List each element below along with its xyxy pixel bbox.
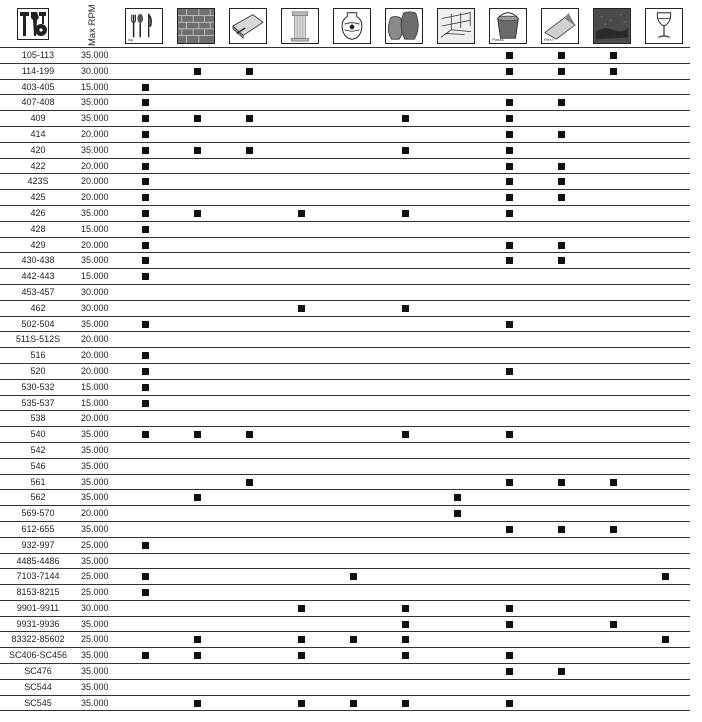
max-rpm-value: 35.000 — [81, 492, 109, 503]
compatibility-mark — [246, 431, 253, 438]
max-rpm-value: 35.000 — [81, 255, 109, 266]
table-row — [0, 585, 690, 601]
max-rpm-value: 15.000 — [81, 81, 109, 92]
compatibility-mark — [246, 479, 253, 486]
compatibility-mark — [402, 431, 409, 438]
compatibility-mark — [194, 68, 201, 75]
compatibility-mark — [506, 210, 513, 217]
max-rpm-value: 30.000 — [81, 65, 109, 76]
product-code: 7103-7144 — [16, 571, 60, 582]
table-row — [0, 127, 690, 143]
max-rpm-value: 35.000 — [81, 460, 109, 471]
compatibility-mark — [142, 589, 149, 596]
product-code: 542 — [30, 444, 46, 455]
max-rpm-value: 20.000 — [81, 192, 109, 203]
header-col-2 — [227, 0, 271, 48]
compatibility-mark — [142, 352, 149, 359]
compatibility-mark — [610, 68, 617, 75]
icon-caption: Plastic — [492, 37, 504, 42]
compatibility-mark — [506, 526, 513, 533]
compatibility-mark — [298, 210, 305, 217]
max-rpm-value: 35.000 — [81, 207, 109, 218]
max-rpm-value: 15.000 — [81, 271, 109, 282]
compatibility-mark — [142, 542, 149, 549]
product-code: 407-408 — [21, 97, 55, 108]
compatibility-mark — [142, 194, 149, 201]
compatibility-mark — [142, 257, 149, 264]
compatibility-mark — [506, 700, 513, 707]
product-code: 105-113 — [21, 50, 55, 60]
product-code: 520 — [30, 365, 46, 376]
tiles-icon — [437, 8, 475, 44]
compatibility-mark — [142, 210, 149, 217]
header-col-9 — [591, 0, 635, 48]
compatibility-mark — [454, 494, 461, 501]
max-rpm-value: 20.000 — [81, 128, 109, 139]
compatibility-mark — [142, 321, 149, 328]
icon-caption: Plexi — [544, 37, 553, 42]
compatibility-mark — [506, 52, 513, 59]
compatibility-mark — [350, 573, 357, 580]
product-code: SC544 — [24, 681, 52, 692]
compatibility-mark — [506, 147, 513, 154]
compatibility-mark — [402, 305, 409, 312]
compatibility-mark — [402, 115, 409, 122]
table-row — [0, 522, 690, 538]
compatibility-mark — [558, 68, 565, 75]
product-code: 530-532 — [21, 381, 55, 392]
brick-wall-icon-glyph — [178, 9, 214, 43]
table-row — [0, 238, 690, 254]
table-row — [0, 143, 690, 159]
product-code: 9931-9936 — [16, 618, 60, 629]
bucket-icon — [489, 8, 527, 44]
header-col-8 — [539, 0, 583, 48]
product-code: 540 — [30, 429, 46, 440]
compatibility-mark — [142, 147, 149, 154]
table-row — [0, 174, 690, 190]
compatibility-mark — [194, 115, 201, 122]
header-col-3 — [279, 0, 323, 48]
table-row — [0, 538, 690, 554]
header-col-1 — [175, 0, 219, 48]
compatibility-mark — [506, 321, 513, 328]
table-row — [0, 648, 690, 664]
product-code: 569-570 — [21, 508, 55, 519]
pottery-icon — [385, 8, 423, 44]
product-code: 535-537 — [21, 397, 55, 408]
panel-icon — [229, 8, 267, 44]
product-code: 429 — [30, 239, 46, 250]
compatibility-mark — [558, 131, 565, 138]
compatibility-mark — [558, 52, 565, 59]
table-row — [0, 48, 690, 64]
max-rpm-value: 25.000 — [81, 634, 109, 645]
product-code: 4485-4486 — [16, 555, 60, 566]
pottery-icon-glyph — [386, 9, 422, 43]
vase-icon-glyph — [334, 9, 370, 43]
header-col-10 — [643, 0, 687, 48]
max-rpm-value: 35.000 — [81, 618, 109, 629]
tools-icon — [17, 8, 49, 40]
compatibility-mark — [558, 178, 565, 185]
max-rpm-label: Max RPM — [87, 4, 98, 46]
max-rpm-value: 35.000 — [81, 50, 109, 60]
brick-wall-icon — [177, 8, 215, 44]
table-row — [0, 396, 690, 412]
product-code: 414 — [30, 128, 46, 139]
max-rpm-value: 20.000 — [81, 176, 109, 187]
product-code: 502-504 — [21, 318, 55, 329]
product-code: 430-438 — [21, 255, 55, 266]
header-col-4 — [331, 0, 375, 48]
table-row — [0, 364, 690, 380]
table-row — [0, 459, 690, 475]
column-icon — [281, 8, 319, 44]
product-code: 425 — [30, 192, 46, 203]
compatibility-mark — [142, 163, 149, 170]
compatibility-mark — [246, 68, 253, 75]
table-row — [0, 190, 690, 206]
compatibility-mark — [194, 700, 201, 707]
compatibility-mark — [558, 668, 565, 675]
product-code: 8153-8215 — [16, 587, 60, 598]
glass-icon-glyph — [646, 9, 682, 43]
table-row — [0, 332, 690, 348]
compatibility-mark — [246, 115, 253, 122]
compatibility-mark — [350, 636, 357, 643]
compatibility-mark — [402, 210, 409, 217]
product-code: 420 — [30, 144, 46, 155]
tiles-icon-glyph — [438, 9, 474, 43]
compatibility-mark — [506, 652, 513, 659]
product-code: 538 — [30, 413, 46, 424]
compatibility-mark — [506, 242, 513, 249]
product-code: SC545 — [24, 697, 52, 708]
max-rpm-value: 20.000 — [81, 413, 109, 424]
compatibility-mark — [142, 384, 149, 391]
compatibility-mark — [194, 431, 201, 438]
compatibility-mark — [506, 178, 513, 185]
table-row — [0, 411, 690, 427]
product-code: 562 — [30, 492, 46, 503]
cutlery-icon — [125, 8, 163, 44]
max-rpm-value: 30.000 — [81, 602, 109, 613]
compatibility-mark — [142, 99, 149, 106]
max-rpm-value: 20.000 — [81, 334, 109, 345]
max-rpm-value: 20.000 — [81, 239, 109, 250]
compatibility-mark — [350, 700, 357, 707]
sheet-icon — [541, 8, 579, 44]
table-row — [0, 64, 690, 80]
compatibility-mark — [298, 605, 305, 612]
max-rpm-value: 35.000 — [81, 444, 109, 455]
compatibility-mark — [506, 68, 513, 75]
product-code: 428 — [30, 223, 46, 234]
compatibility-mark — [142, 226, 149, 233]
compatibility-mark — [506, 131, 513, 138]
table-row — [0, 222, 690, 238]
compatibility-mark — [402, 652, 409, 659]
compatibility-mark — [194, 210, 201, 217]
table-row — [0, 632, 690, 648]
table-row — [0, 554, 690, 570]
table-row — [0, 664, 690, 680]
compatibility-mark — [506, 368, 513, 375]
max-rpm-value: 30.000 — [81, 286, 109, 297]
max-rpm-value: 35.000 — [81, 555, 109, 566]
compatibility-mark — [558, 526, 565, 533]
compatibility-mark — [506, 668, 513, 675]
table-row — [0, 443, 690, 459]
product-code: 422 — [30, 160, 46, 171]
compatibility-mark — [142, 573, 149, 580]
max-rpm-value: 35.000 — [81, 476, 109, 487]
compatibility-mark — [506, 163, 513, 170]
glass-icon — [645, 8, 683, 44]
product-code: 403-405 — [21, 81, 55, 92]
product-code: 83322-85602 — [11, 634, 65, 645]
max-rpm-value: 20.000 — [81, 508, 109, 519]
table-row — [0, 285, 690, 301]
compatibility-mark — [402, 621, 409, 628]
product-code: 423S — [27, 176, 49, 187]
compatibility-mark — [298, 636, 305, 643]
table-row — [0, 253, 690, 269]
table-row — [0, 206, 690, 222]
table-row — [0, 301, 690, 317]
compatibility-mark — [506, 257, 513, 264]
table-row — [0, 111, 690, 127]
max-rpm-value: 25.000 — [81, 587, 109, 598]
table-row — [0, 427, 690, 443]
table-row — [0, 490, 690, 506]
max-rpm-value: 15.000 — [81, 381, 109, 392]
compatibility-mark — [298, 700, 305, 707]
product-code: 516 — [30, 350, 46, 361]
vase-icon — [333, 8, 371, 44]
product-code: 426 — [30, 207, 46, 218]
table-row — [0, 159, 690, 175]
max-rpm-value: 35.000 — [81, 697, 109, 708]
compatibility-mark — [558, 242, 565, 249]
table-row — [0, 569, 690, 585]
compatibility-mark — [142, 242, 149, 249]
foam-icon-glyph — [594, 9, 630, 43]
compatibility-mark — [506, 194, 513, 201]
compatibility-mark — [454, 510, 461, 517]
compatibility-mark — [506, 115, 513, 122]
table-row — [0, 380, 690, 396]
max-rpm-value: 20.000 — [81, 160, 109, 171]
table-row — [0, 475, 690, 491]
compatibility-mark — [506, 479, 513, 486]
max-rpm-value: 35.000 — [81, 650, 109, 661]
product-code: SC476 — [24, 666, 52, 677]
product-code: 9901-9911 — [16, 602, 60, 613]
compatibility-mark — [142, 178, 149, 185]
compatibility-mark — [142, 652, 149, 659]
compatibility-mark — [142, 131, 149, 138]
max-rpm-value: 35.000 — [81, 429, 109, 440]
compatibility-mark — [402, 700, 409, 707]
compatibility-mark — [142, 273, 149, 280]
compatibility-mark — [558, 257, 565, 264]
product-code: 453-457 — [21, 286, 55, 297]
compatibility-mark — [194, 652, 201, 659]
product-code: 442-443 — [21, 271, 55, 282]
compatibility-mark — [194, 494, 201, 501]
compatibility-mark — [558, 194, 565, 201]
max-rpm-value: 20.000 — [81, 350, 109, 361]
max-rpm-value: 25.000 — [81, 571, 109, 582]
table-row — [0, 506, 690, 522]
compatibility-mark — [558, 479, 565, 486]
compatibility-mark — [506, 99, 513, 106]
compatibility-mark — [298, 652, 305, 659]
compatibility-mark — [402, 147, 409, 154]
compatibility-mark — [506, 431, 513, 438]
max-rpm-value: 35.000 — [81, 113, 109, 124]
compatibility-mark — [194, 147, 201, 154]
product-code: 932-997 — [21, 539, 55, 550]
product-code: 612-655 — [21, 523, 55, 534]
compatibility-mark — [558, 99, 565, 106]
compatibility-mark — [662, 636, 669, 643]
foam-icon — [593, 8, 631, 44]
compatibility-mark — [142, 431, 149, 438]
max-rpm-value: 20.000 — [81, 365, 109, 376]
compatibility-mark — [662, 573, 669, 580]
product-code: 409 — [30, 113, 46, 124]
max-rpm-value: 35.000 — [81, 97, 109, 108]
header-col-7 — [487, 0, 531, 48]
max-rpm-value: 35.000 — [81, 144, 109, 155]
product-code: SC406-SC456 — [8, 650, 68, 661]
icon-caption: Ag — [128, 37, 133, 42]
compatibility-mark — [298, 305, 305, 312]
column-icon-glyph — [282, 9, 318, 43]
table-row — [0, 80, 690, 96]
compatibility-mark — [142, 115, 149, 122]
max-rpm-value: 15.000 — [81, 223, 109, 234]
compatibility-mark — [142, 400, 149, 407]
max-rpm-value: 35.000 — [81, 681, 109, 692]
product-code: 546 — [30, 460, 46, 471]
max-rpm-value: 15.000 — [81, 397, 109, 408]
product-code: 561 — [30, 476, 46, 487]
compatibility-mark — [142, 368, 149, 375]
header-col-6 — [435, 0, 479, 48]
max-rpm-value: 30.000 — [81, 302, 109, 313]
table-row — [0, 601, 690, 617]
compatibility-mark — [610, 52, 617, 59]
compatibility-mark — [402, 636, 409, 643]
panel-icon-glyph — [230, 9, 266, 43]
max-rpm-value: 35.000 — [81, 523, 109, 534]
compatibility-mark — [506, 605, 513, 612]
table-row — [0, 696, 690, 712]
table-row — [0, 680, 690, 696]
compatibility-mark — [402, 605, 409, 612]
header-col-0 — [123, 0, 167, 48]
compatibility-mark — [142, 84, 149, 91]
table-row — [0, 317, 690, 333]
max-rpm-value: 35.000 — [81, 666, 109, 677]
table-row — [0, 617, 690, 633]
compatibility-mark — [610, 621, 617, 628]
table-header — [0, 0, 702, 48]
compatibility-mark — [610, 479, 617, 486]
max-rpm-value: 35.000 — [81, 318, 109, 329]
compatibility-mark — [558, 163, 565, 170]
table-body — [0, 48, 702, 711]
table-row — [0, 269, 690, 285]
table-row — [0, 348, 690, 364]
product-code: 114-199 — [21, 65, 55, 76]
header-col-5 — [383, 0, 427, 48]
table-row — [0, 95, 690, 111]
max-rpm-value: 25.000 — [81, 539, 109, 550]
compatibility-mark — [506, 621, 513, 628]
compatibility-mark — [194, 636, 201, 643]
product-code: 462 — [30, 302, 46, 313]
compatibility-mark — [610, 526, 617, 533]
compatibility-mark — [246, 147, 253, 154]
product-code: 511S-512S — [15, 334, 61, 345]
